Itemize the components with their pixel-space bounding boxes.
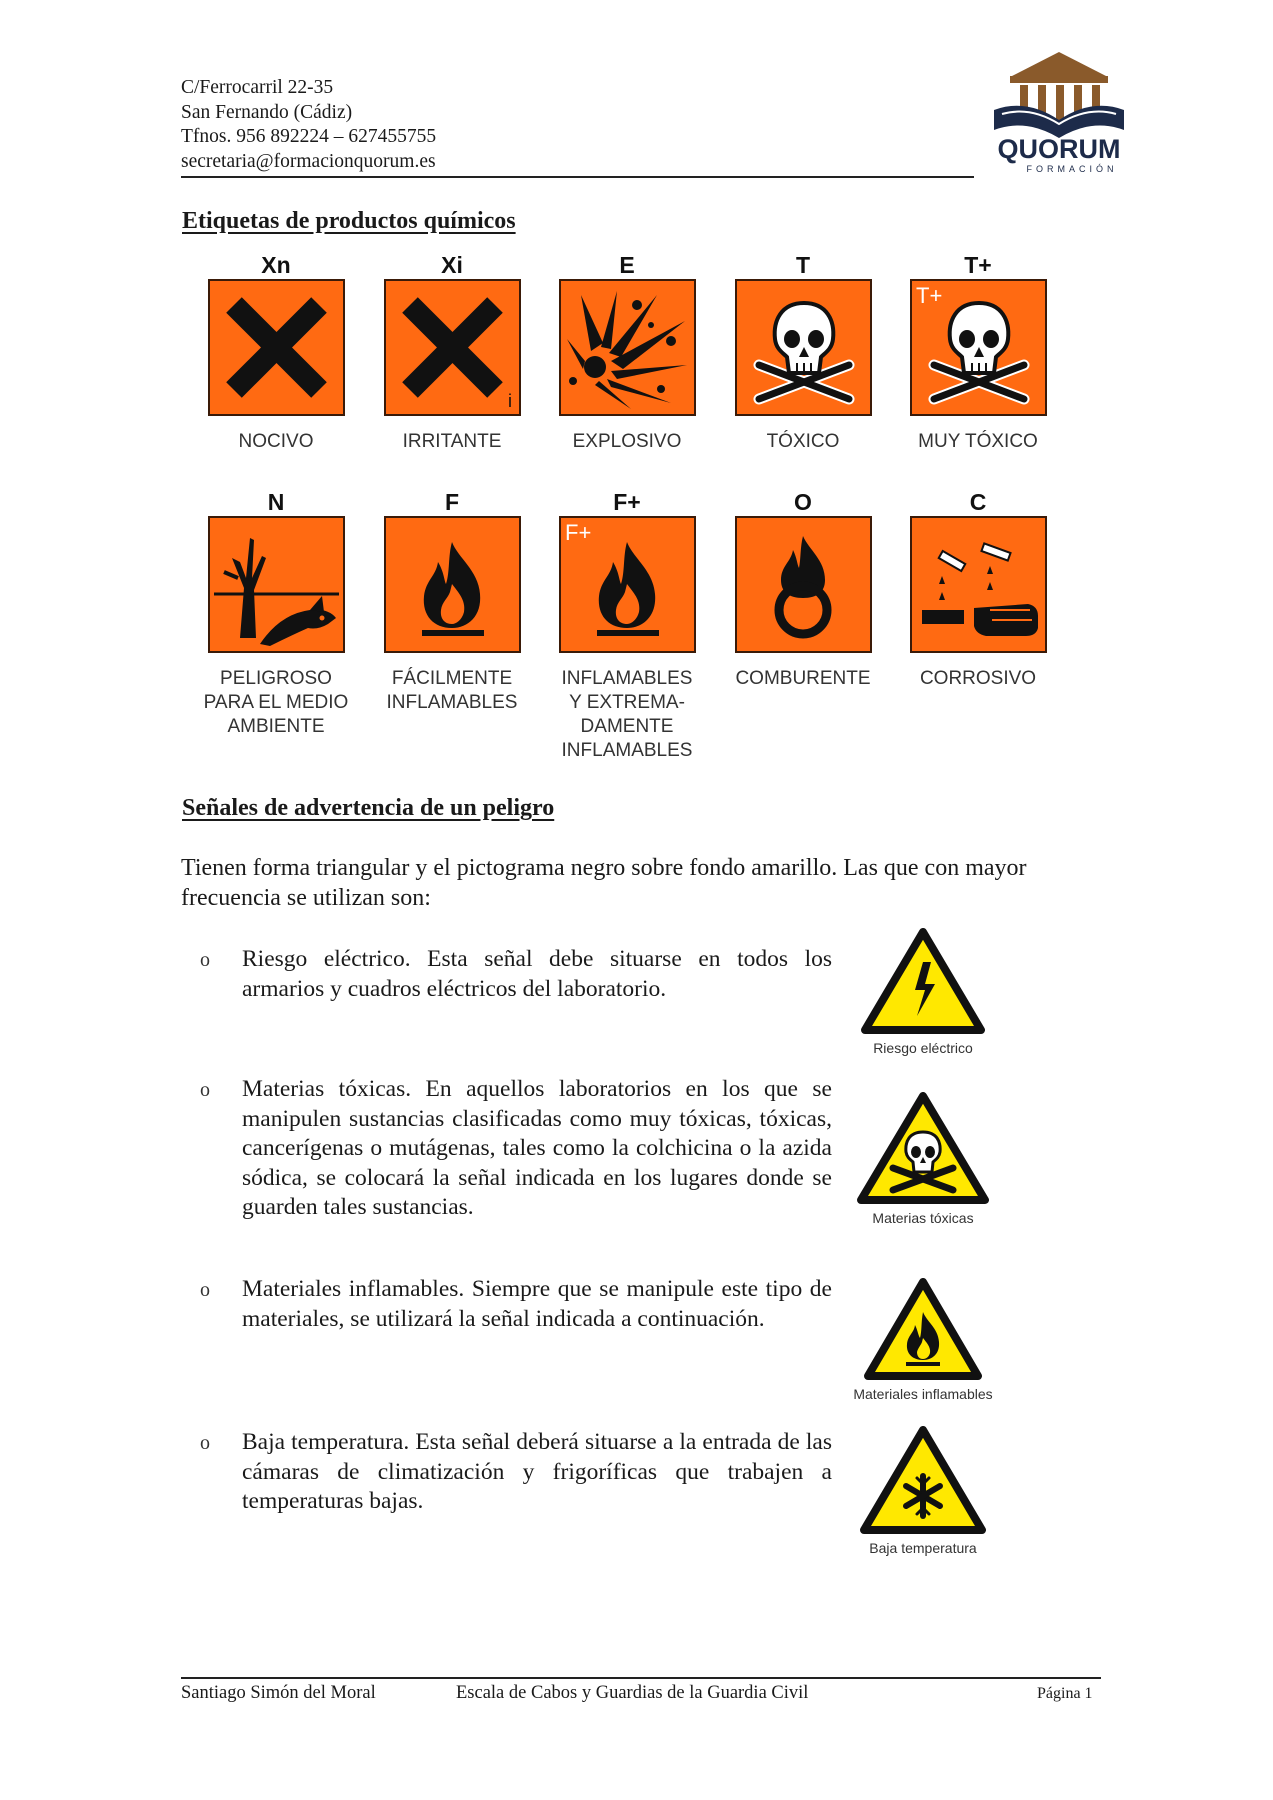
skull-icon bbox=[857, 1092, 989, 1206]
footer-page-number: Página 1 bbox=[1037, 1685, 1093, 1702]
intro-paragraph: Tienen forma triangular y el pictograma negro sobre fondo amarillo. Las que con mayor frecuencia se utilizan son: bbox=[181, 855, 1027, 911]
hazard-code: O bbox=[794, 489, 812, 515]
hazard-label-f bbox=[362, 488, 542, 715]
hazard-code: F bbox=[444, 489, 460, 515]
hazard-label-e bbox=[537, 251, 717, 454]
logo-wordmark: QUORUM bbox=[997, 134, 1121, 164]
address-line-2: San Fernando (Cádiz) bbox=[181, 101, 353, 123]
hazard-code: Xn bbox=[261, 252, 291, 278]
hazard-mark: T+ bbox=[915, 283, 942, 308]
quorum-logo bbox=[990, 48, 1128, 178]
skull-icon bbox=[737, 281, 870, 414]
hazard-name: FÁCILMENTE INFLAMABLES bbox=[386, 668, 518, 713]
hazard-name: INFLAMABLES Y EXTREMA- DAMENTE INFLAMABLES bbox=[561, 668, 693, 761]
warning-sign-low-temperature bbox=[848, 1426, 998, 1556]
hazard-name: EXPLOSIVO bbox=[572, 431, 682, 452]
item-text: Materias tóxicas. En aquellos laboratorios en los que se manipulen sustancias clasificadas como muy tóxicas, tóxicas, cancerígenas o mutágenas, tales como la colchicina o la azida sódica, se colocará la señal indicada en los lugares donde se guarden tales sustancias. bbox=[242, 1076, 832, 1220]
x-cross-icon bbox=[210, 281, 343, 414]
flame-icon bbox=[386, 518, 519, 651]
hazard-label-f-plus bbox=[537, 488, 717, 763]
skull-icon bbox=[912, 281, 1045, 414]
hazard-code: T+ bbox=[964, 252, 992, 278]
hazard-name: MUY TÓXICO bbox=[918, 431, 1038, 452]
lightning-icon bbox=[861, 928, 985, 1036]
hazard-name: IRRITANTE bbox=[402, 431, 502, 452]
hazard-label-c bbox=[888, 488, 1068, 691]
email-address: secretaria@formacionquorum.es bbox=[181, 150, 436, 172]
sign-caption: Riesgo eléctrico bbox=[873, 1040, 973, 1056]
footer-course: Escala de Cabos y Guardias de la Guardia Civil bbox=[456, 1683, 809, 1703]
hazard-label-xn bbox=[186, 251, 366, 454]
dead-tree-fish-icon bbox=[210, 518, 343, 651]
item-text: Materiales inflamables. Siempre que se manipule este tipo de materiales, se utilizará la señal indicada a continuación. bbox=[242, 1276, 832, 1332]
hazard-mark: F+ bbox=[564, 520, 591, 545]
hazard-mark: i bbox=[507, 391, 512, 411]
section-title-chemical-labels: Etiquetas de productos químicos bbox=[182, 208, 516, 234]
bullet-marker: o bbox=[200, 1079, 210, 1101]
header-address bbox=[181, 76, 436, 174]
sign-caption: Materiales inflamables bbox=[853, 1386, 993, 1402]
snowflake-icon bbox=[860, 1426, 986, 1536]
sign-caption: Materias tóxicas bbox=[872, 1210, 974, 1226]
hazard-code: F+ bbox=[613, 489, 641, 515]
section-title-warning-signs: Señales de advertencia de un peligro bbox=[182, 795, 555, 821]
warning-sign-flammable bbox=[838, 1278, 1008, 1402]
hazard-label-n bbox=[186, 488, 366, 739]
footer-divider bbox=[181, 1677, 1101, 1679]
phone-numbers: Tfnos. 956 892224 – 627455755 bbox=[181, 126, 437, 147]
warning-sign-electric bbox=[848, 928, 998, 1056]
hazard-name: NOCIVO bbox=[238, 431, 314, 452]
hazard-code: C bbox=[969, 489, 987, 515]
hazard-code: Xi bbox=[441, 252, 463, 278]
bullet-marker: o bbox=[200, 1279, 210, 1301]
flame-icon bbox=[864, 1278, 982, 1382]
explosion-icon bbox=[561, 281, 694, 414]
x-cross-icon bbox=[386, 281, 519, 414]
corrosion-icon bbox=[912, 518, 1045, 651]
item-text: Baja temperatura. Esta señal deberá situarse a la entrada de las cámaras de climatización y frigoríficas que trabajen a temperaturas bajas. bbox=[242, 1429, 832, 1514]
footer-author: Santiago Simón del Moral bbox=[181, 1683, 376, 1703]
hazard-name: COMBURENTE bbox=[735, 668, 871, 689]
hazard-label-t bbox=[713, 251, 893, 454]
hazard-name: TÓXICO bbox=[766, 431, 840, 452]
hazard-code: E bbox=[619, 252, 635, 278]
address-line-1: C/Ferrocarril 22-35 bbox=[181, 77, 334, 98]
hazard-code: T bbox=[795, 252, 811, 278]
flame-icon bbox=[561, 518, 694, 651]
hazard-label-t-plus bbox=[888, 251, 1068, 454]
flame-over-circle-icon bbox=[737, 518, 870, 651]
hazard-name: CORROSIVO bbox=[919, 668, 1037, 689]
logo-subtitle: FORMACIÓN bbox=[1026, 164, 1118, 174]
bullet-marker: o bbox=[200, 949, 210, 971]
hazard-label-xi bbox=[362, 251, 542, 454]
sign-caption: Baja temperatura bbox=[869, 1540, 977, 1556]
item-text: Riesgo eléctrico. Esta señal debe situarse en todos los armarios y cuadros eléctricos del laboratorio. bbox=[242, 946, 832, 1002]
hazard-name: PELIGROSO PARA EL MEDIO AMBIENTE bbox=[203, 668, 349, 737]
bullet-marker: o bbox=[200, 1432, 210, 1454]
header-divider bbox=[181, 176, 974, 178]
hazard-code: N bbox=[267, 489, 285, 515]
hazard-label-o bbox=[713, 488, 893, 691]
warning-sign-toxic bbox=[848, 1092, 998, 1226]
